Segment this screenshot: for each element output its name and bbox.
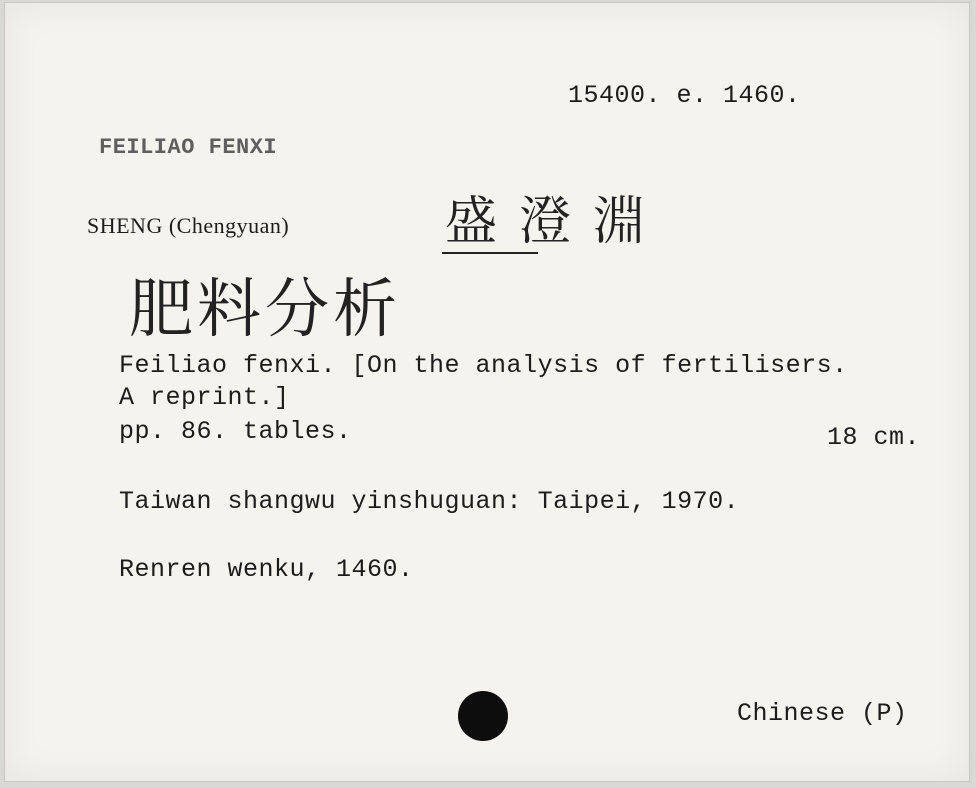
description-line-2: A reprint.] (119, 383, 290, 412)
collation: pp. 86. tables. (119, 417, 352, 446)
title-chinese: 肥料分析 (129, 273, 401, 347)
catalog-card (4, 2, 970, 782)
shelfmark: 15400. e. 1460. (568, 81, 801, 110)
size: 18 cm. (827, 423, 921, 452)
series: Renren wenku, 1460. (119, 555, 414, 584)
language-note: Chinese (P) (737, 699, 908, 728)
imprint: Taiwan shangwu yinshuguan: Taipei, 1970. (119, 487, 740, 516)
punch-hole (458, 691, 508, 741)
author-name: SHENG (Chengyuan) (87, 213, 290, 238)
romanized-title-heading: FEILIAO FENXI (99, 135, 278, 160)
author-underline (442, 252, 538, 254)
author-name-chinese: 盛澄淵 (445, 192, 668, 252)
description-line-1: Feiliao fenxi. [On the analysis of fertilisers. (119, 351, 848, 380)
